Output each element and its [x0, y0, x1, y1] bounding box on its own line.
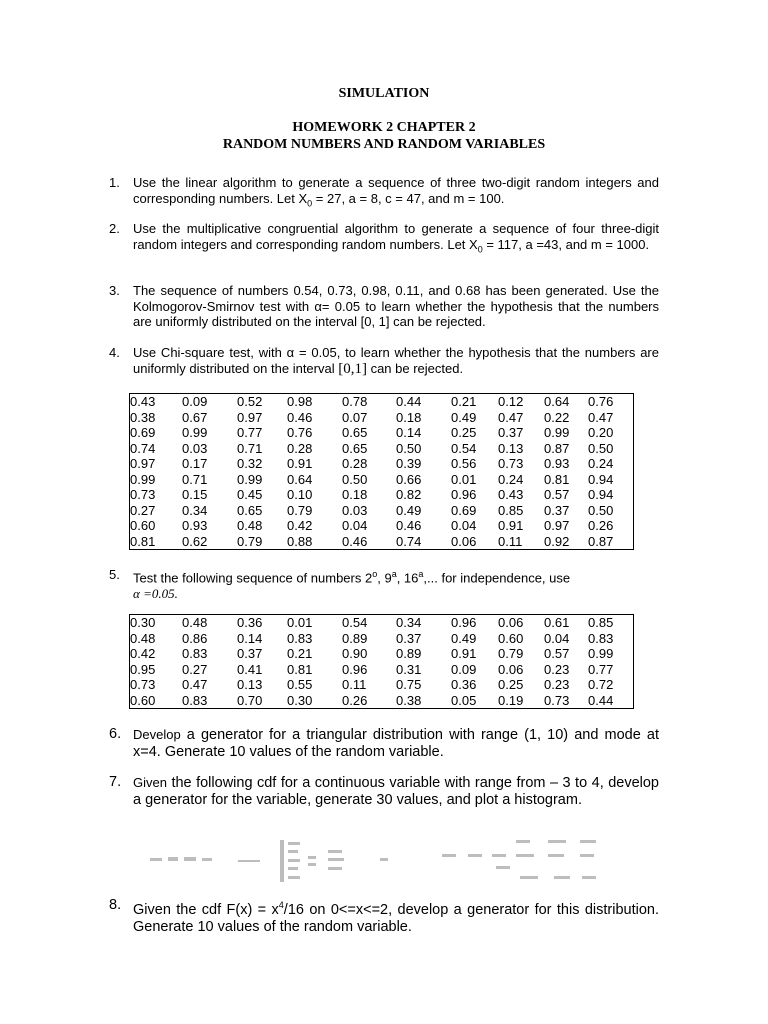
table-cell: 0.97: [544, 518, 570, 533]
table-cell: 0.76: [287, 425, 313, 440]
table-cell: 0.25: [451, 425, 477, 440]
table-cell: 0.25: [498, 677, 524, 692]
table-cell: 0.81: [130, 533, 156, 549]
table-cell: 0.67: [182, 409, 208, 425]
homework-heading: HOMEWORK 2 CHAPTER 2: [292, 120, 476, 135]
table-cell: 0.95: [130, 661, 156, 677]
question-number: 8.: [109, 897, 122, 913]
table-cell: 0.79: [237, 533, 263, 549]
table-cell: 0.57: [544, 646, 570, 661]
table-cell: 0.99: [237, 471, 263, 487]
table-cell: 0.09: [451, 661, 477, 677]
table-cell: 0.73: [130, 677, 156, 692]
table-cell: 0.97: [237, 409, 263, 425]
interval-formula: [0,1]: [338, 360, 367, 377]
table-cell: 0.37: [396, 630, 422, 646]
table-cell: 0.83: [182, 646, 208, 661]
table-cell: 0.79: [287, 502, 313, 518]
table-cell: 0.65: [342, 425, 368, 440]
table-cell: 0.12: [498, 394, 524, 409]
table-cell: 0.81: [544, 471, 570, 487]
table-cell: 0.74: [130, 440, 156, 456]
table-cell: 0.28: [342, 456, 368, 471]
table-cell: 0.17: [182, 456, 208, 471]
alpha-formula: α =0.05.: [133, 585, 178, 601]
table-cell: 0.30: [130, 615, 156, 630]
table-cell: 0.44: [588, 692, 614, 708]
table-cell: 0.24: [498, 471, 524, 487]
table-cell: 0.32: [237, 456, 263, 471]
table-cell: 0.38: [396, 692, 422, 708]
table-cell: 0.79: [498, 646, 524, 661]
table-cell: 0.10: [287, 487, 313, 502]
table-cell: 0.43: [130, 394, 156, 409]
random-numbers-table-1: [129, 393, 634, 550]
table-row: [130, 646, 634, 662]
table-cell: 0.44: [396, 394, 422, 409]
table-cell: 0.93: [544, 456, 570, 471]
table-cell: 0.77: [237, 425, 263, 440]
table-row: [130, 410, 634, 426]
question-1: 1. Use the linear algorithm to generate a sequence of three two-digit random integers and corresponding numbers. Let $X_0 = 27$, a = 8, c = 47, and m = 100.: [109, 175, 659, 209]
table-row: [130, 441, 634, 457]
table-cell: 0.37: [498, 425, 524, 440]
table-cell: 0.94: [588, 487, 614, 502]
table-cell: 0.83: [287, 630, 313, 646]
table-cell: 0.28: [287, 440, 313, 456]
table-cell: 0.14: [396, 425, 422, 440]
page-title: SIMULATION: [338, 86, 430, 101]
question-number: 4.: [109, 345, 120, 360]
table-cell: 0.05: [451, 692, 477, 708]
table-cell: 0.11: [342, 677, 367, 692]
table-cell: 0.19: [498, 692, 524, 708]
table-cell: 0.73: [544, 692, 570, 708]
table-cell: 0.04: [342, 518, 368, 533]
table-cell: 0.18: [342, 487, 368, 502]
table-cell: 0.60: [498, 630, 524, 646]
table-cell: 0.23: [544, 661, 570, 677]
question-3: 3. The sequence of numbers 0.54, 0.73, 0.98, 0.11, and 0.68 has been generated. Use the Kolmogorov-Smirnov test with α= 0.05 to learn whether the hypothesis that the numbers are uniformly distributed on the interval [0, 1] can be rejected.: [109, 283, 659, 329]
table-cell: 0.54: [342, 615, 368, 630]
table-cell: 0.09: [182, 394, 208, 409]
table-cell: 0.62: [182, 533, 208, 549]
question-4: 4. Use Chi-square test, with α = 0.05, to learn whether the hypothesis that the numbers are uniformly distributed on the interval [0,1] can be rejected.: [109, 345, 659, 377]
table-cell: 0.14: [237, 630, 263, 646]
table-cell: 0.50: [588, 502, 614, 518]
question-number: 5.: [109, 567, 120, 582]
question-2: 2. Use the multiplicative congruential algorithm to generate a sequence of four three-digit random integers and corresponding random numbers. Let $X_0 = 117$, a =43, and m = 1000.: [109, 221, 659, 255]
table-cell: 0.73: [498, 456, 524, 471]
table-cell: 0.50: [396, 440, 422, 456]
table-cell: 0.89: [396, 646, 422, 661]
question-5: 5. Test the following sequence of numbers 2$^o$, 9$^a$, 16$^a$,... for independence, use α =0.05.: [109, 567, 571, 601]
table-cell: 0.21: [451, 394, 477, 409]
table-cell: 0.96: [451, 615, 477, 630]
table-cell: 0.65: [237, 502, 263, 518]
table-cell: 0.43: [498, 487, 524, 502]
table-cell: 0.15: [182, 487, 208, 502]
table-row: [130, 534, 634, 550]
table-row: [130, 518, 634, 534]
table-cell: 0.96: [451, 487, 477, 502]
table-cell: 0.41: [237, 661, 263, 677]
table-cell: 0.47: [498, 409, 524, 425]
table-row: [130, 456, 634, 472]
table-cell: 0.64: [544, 394, 570, 409]
table-cell: 0.96: [342, 661, 368, 677]
table-cell: 0.71: [182, 471, 208, 487]
table-row: [130, 662, 634, 678]
table-cell: 0.11: [498, 533, 523, 549]
table-cell: 0.86: [182, 630, 208, 646]
question-number: 7.: [109, 774, 122, 790]
table-cell: 0.03: [182, 440, 208, 456]
table-cell: 0.75: [396, 677, 422, 692]
table-row: [130, 487, 634, 503]
table-cell: 0.45: [237, 487, 263, 502]
table-row: [130, 425, 634, 441]
table-cell: 0.46: [342, 533, 368, 549]
table-cell: 0.91: [498, 518, 524, 533]
question-number: 6.: [109, 726, 122, 742]
table-cell: 0.97: [130, 456, 156, 471]
table-cell: 0.42: [130, 646, 156, 661]
question-number: 3.: [109, 283, 120, 298]
table-row: [130, 693, 634, 709]
table-cell: 0.48: [182, 615, 208, 630]
table-cell: 0.54: [451, 440, 477, 456]
question-7: 7. Given the following cdf for a continuous variable with range from – 3 to 4, develop a generator for the variable, generate 30 values, and plot a histogram.: [109, 774, 659, 808]
table-cell: 0.60: [130, 518, 156, 533]
table-cell: 0.20: [588, 425, 614, 440]
table-cell: 0.49: [451, 409, 477, 425]
table-cell: 0.30: [287, 692, 313, 708]
table-cell: 0.06: [451, 533, 477, 549]
table-cell: 0.01: [287, 615, 313, 630]
question-6: 6. Develop a generator for a triangular distribution with range (1, 10) and mode at x=4. Generate 10 values of the random variable.: [109, 726, 659, 760]
table-cell: 0.65: [342, 440, 368, 456]
table-cell: 0.72: [588, 677, 614, 692]
table-cell: 0.69: [130, 425, 156, 440]
table-row: [130, 631, 634, 647]
table-cell: 0.49: [396, 502, 422, 518]
table-cell: 0.61: [544, 615, 570, 630]
table-cell: 0.13: [498, 440, 524, 456]
table-cell: 0.94: [588, 471, 614, 487]
table-cell: 0.37: [544, 502, 570, 518]
question-number: 2.: [109, 221, 120, 236]
table-cell: 0.60: [130, 692, 156, 708]
table-cell: 0.64: [287, 471, 313, 487]
table-cell: 0.88: [287, 533, 313, 549]
table-cell: 0.47: [182, 677, 208, 692]
table-cell: 0.07: [342, 409, 368, 425]
cdf-formula-image: [150, 836, 620, 886]
table-cell: 0.77: [588, 661, 614, 677]
table-cell: 0.04: [451, 518, 477, 533]
table-cell: 0.48: [130, 630, 156, 646]
table-cell: 0.87: [588, 533, 614, 549]
table-cell: 0.42: [287, 518, 313, 533]
table-cell: 0.49: [451, 630, 477, 646]
table-cell: 0.99: [588, 646, 614, 661]
table-cell: 0.27: [130, 502, 156, 518]
table-cell: 0.04: [544, 630, 570, 646]
table-cell: 0.38: [130, 409, 156, 425]
table-cell: 0.26: [342, 692, 368, 708]
table-cell: 0.52: [237, 394, 263, 409]
table-cell: 0.23: [544, 677, 570, 692]
table-cell: 0.83: [182, 692, 208, 708]
table-cell: 0.82: [396, 487, 422, 502]
table-row: [130, 472, 634, 488]
table-cell: 0.56: [451, 456, 477, 471]
table-cell: 0.83: [588, 630, 614, 646]
table-cell: 0.34: [396, 615, 422, 630]
table-cell: 0.34: [182, 502, 208, 518]
table-cell: 0.46: [287, 409, 313, 425]
table-cell: 0.87: [544, 440, 570, 456]
table-cell: 0.90: [342, 646, 368, 661]
table-cell: 0.26: [588, 518, 614, 533]
table-cell: 0.89: [342, 630, 368, 646]
table-cell: 0.78: [342, 394, 368, 409]
question-8: 8. Given the cdf $F(x) = x^4/16$ on 0<=x<=2, develop a generator for this distribution. Generate 10 values of the random variable.: [109, 897, 659, 935]
table-cell: 0.98: [287, 394, 313, 409]
table-cell: 0.99: [544, 425, 570, 440]
table-cell: 0.74: [396, 533, 422, 549]
table-cell: 0.50: [342, 471, 368, 487]
table-cell: 0.55: [287, 677, 313, 692]
table-cell: 0.24: [588, 456, 614, 471]
table-cell: 0.85: [588, 615, 614, 630]
table-cell: 0.22: [544, 409, 570, 425]
chapter-heading: RANDOM NUMBERS AND RANDOM VARIABLES: [222, 137, 546, 152]
table-cell: 0.81: [287, 661, 313, 677]
table-cell: 0.48: [237, 518, 263, 533]
table-row: [130, 503, 634, 519]
table-cell: 0.27: [182, 661, 208, 677]
table-cell: 0.31: [396, 661, 422, 677]
table-row: [130, 615, 634, 631]
table-row: [130, 394, 634, 410]
table-cell: 0.91: [287, 456, 313, 471]
table-cell: 0.47: [588, 409, 614, 425]
table-cell: 0.93: [182, 518, 208, 533]
table-cell: 0.21: [287, 646, 313, 661]
table-cell: 0.57: [544, 487, 570, 502]
table-cell: 0.18: [396, 409, 422, 425]
table-cell: 0.70: [237, 692, 263, 708]
table-cell: 0.03: [342, 502, 368, 518]
table-cell: 0.69: [451, 502, 477, 518]
question-number: 1.: [109, 175, 120, 190]
table-cell: 0.46: [396, 518, 422, 533]
table-cell: 0.13: [237, 677, 263, 692]
table-cell: 0.92: [544, 533, 570, 549]
table-cell: 0.73: [130, 487, 156, 502]
table-cell: 0.36: [237, 615, 263, 630]
table-cell: 0.37: [237, 646, 263, 661]
table-cell: 0.66: [396, 471, 422, 487]
table-cell: 0.71: [237, 440, 263, 456]
table-row: [130, 677, 634, 693]
table-cell: 0.99: [130, 471, 156, 487]
table-cell: 0.39: [396, 456, 422, 471]
table-cell: 0.50: [588, 440, 614, 456]
table-cell: 0.06: [498, 615, 524, 630]
table-cell: 0.36: [451, 677, 477, 692]
random-numbers-table-2: [129, 614, 634, 709]
table-cell: 0.91: [451, 646, 477, 661]
table-cell: 0.06: [498, 661, 524, 677]
table-cell: 0.99: [182, 425, 208, 440]
table-cell: 0.01: [451, 471, 477, 487]
table-cell: 0.76: [588, 394, 614, 409]
table-cell: 0.85: [498, 502, 524, 518]
